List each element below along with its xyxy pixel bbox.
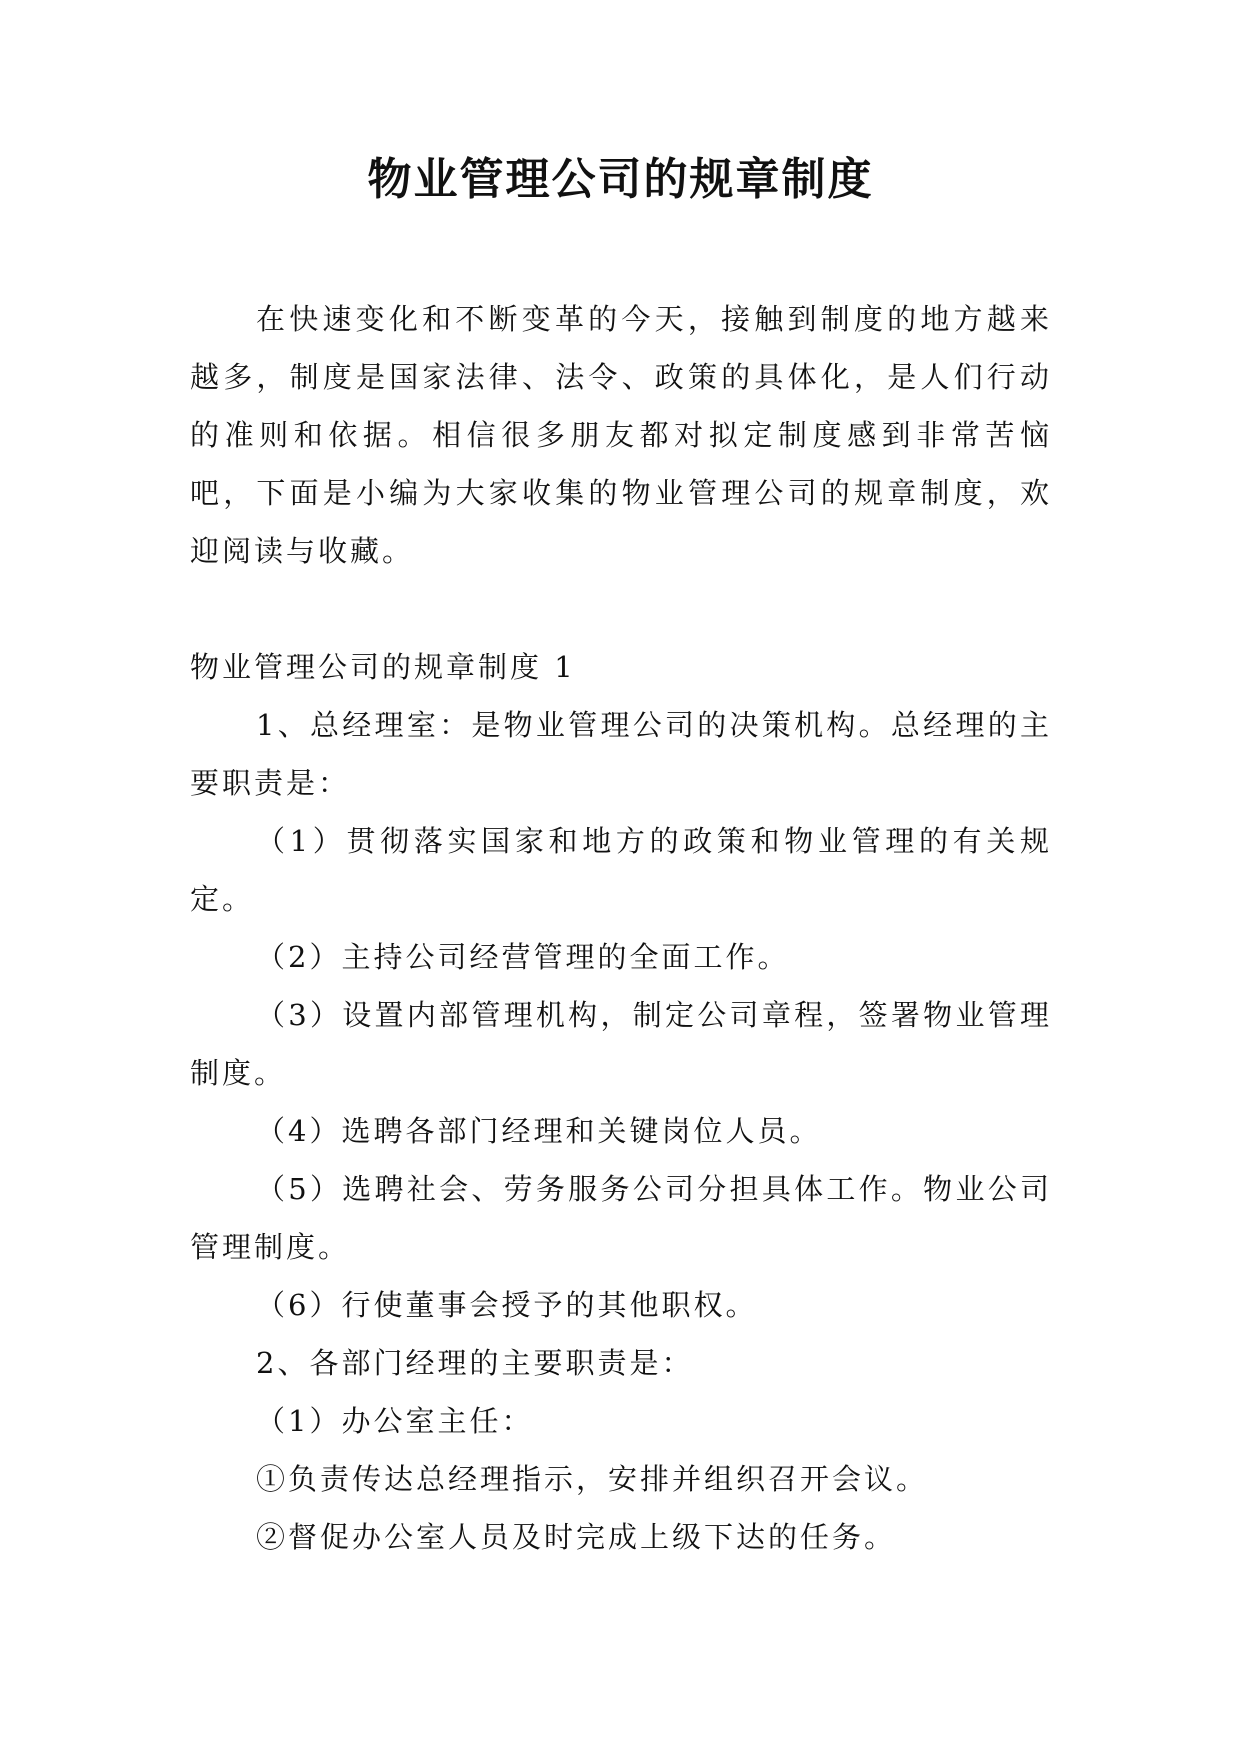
body-paragraph: （1）贯彻落实国家和地方的政策和物业管理的有关规定。: [190, 824, 1052, 916]
intro-paragraph: 在快速变化和不断变革的今天，接触到制度的地方越来越多，制度是国家法律、法令、政策的具体化，是人们行动的准则和依据。相信很多朋友都对拟定制度感到非常苦恼吧，下面是小编为大家收集的物业管理公司的规章制度，欢迎阅读与收藏。: [190, 302, 1052, 568]
body-paragraph: （2）主持公司经营管理的全面工作。: [256, 940, 790, 974]
document-title: 物业管理公司的规章制度: [367, 154, 874, 205]
body-paragraph: ①负责传达总经理指示，安排并组织召开会议。: [256, 1462, 929, 1496]
body-paragraph: （4）选聘各部门经理和关键岗位人员。: [256, 1114, 822, 1148]
body-paragraph: ②督促办公室人员及时完成上级下达的任务。: [256, 1520, 897, 1554]
document-body: [190, 290, 1052, 1566]
section-heading: 物业管理公司的规章制度 1: [190, 650, 576, 684]
body-paragraph: （5）选聘社会、劳务服务公司分担具体工作。物业公司管理制度。: [190, 1172, 1052, 1264]
body-paragraph: （3）设置内部管理机构，制定公司章程，签署物业管理制度。: [190, 998, 1052, 1090]
body-paragraph: （6）行使董事会授予的其他职权。: [256, 1288, 758, 1322]
body-paragraph: 2、各部门经理的主要职责是：: [256, 1346, 694, 1380]
body-paragraph: （1）办公室主任：: [256, 1404, 534, 1438]
body-paragraph: 1、总经理室：是物业管理公司的决策机构。总经理的主要职责是：: [190, 708, 1052, 800]
